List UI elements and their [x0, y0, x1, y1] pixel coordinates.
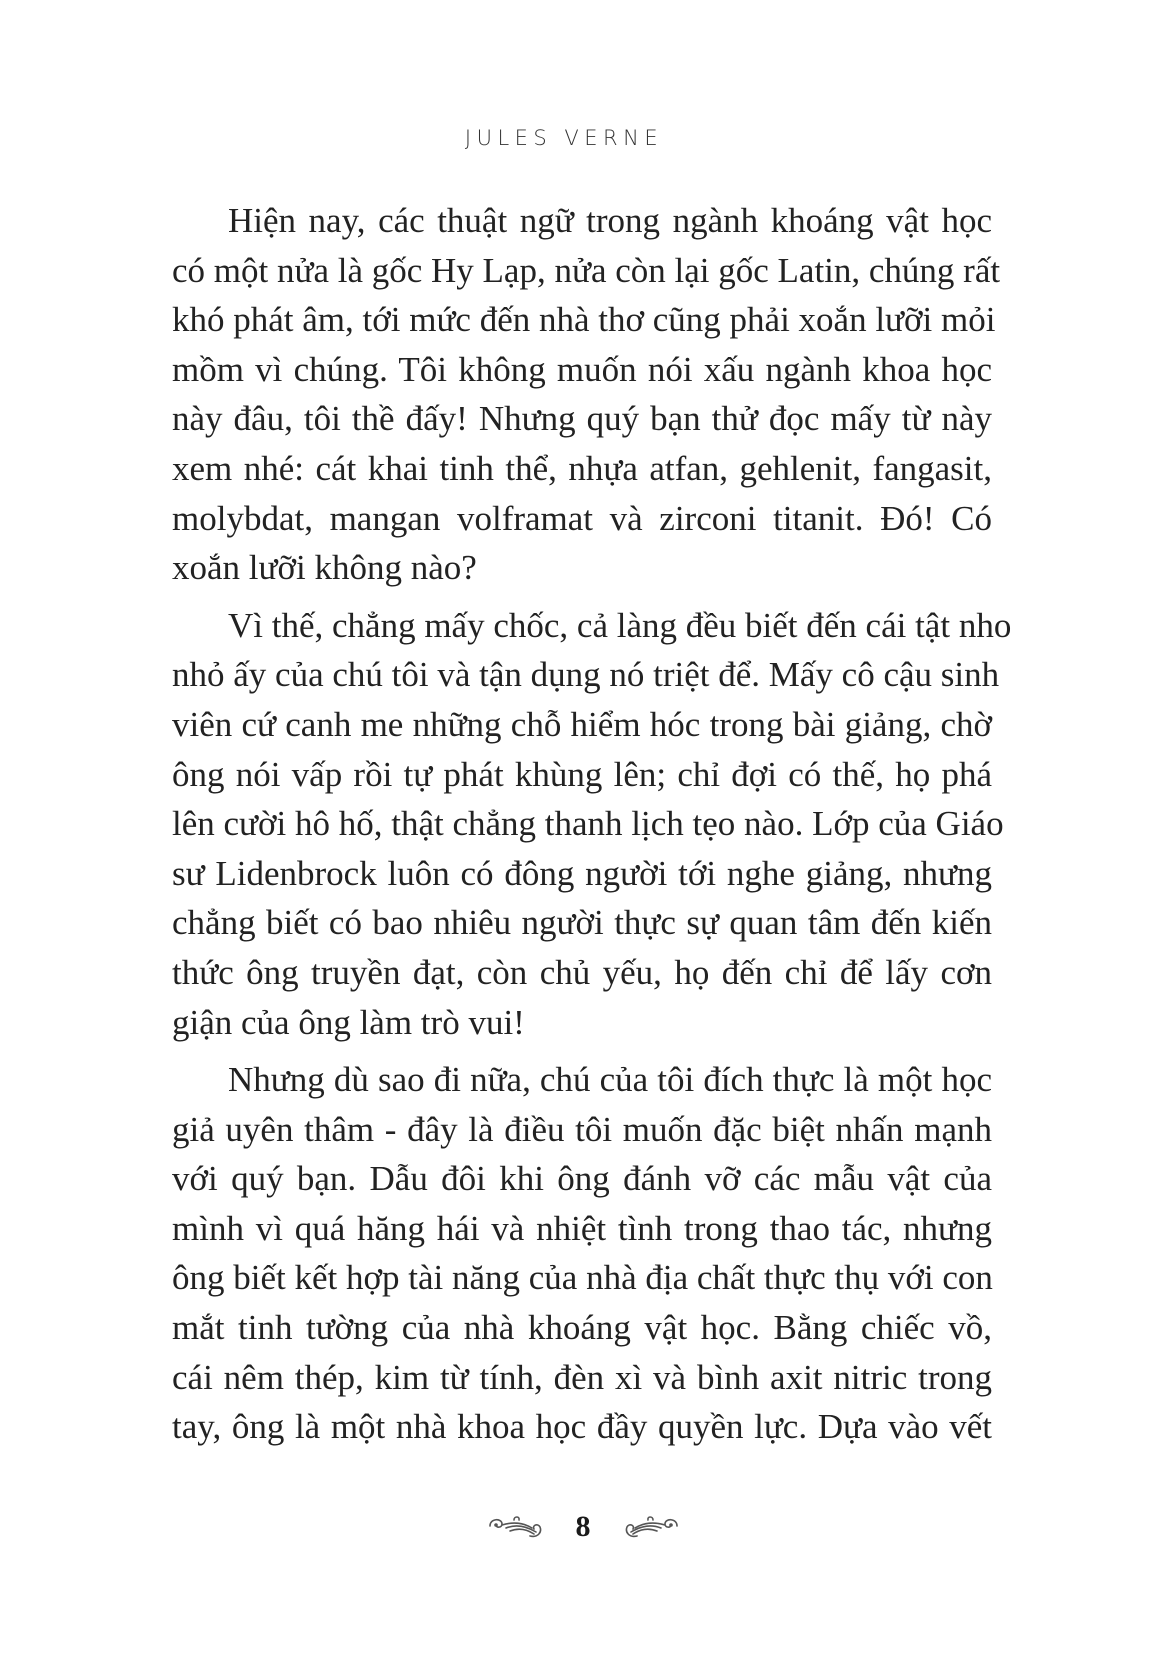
text-line: giả uyên thâm - đây là điều tôi muốn đặc biệt nhấn mạnh [172, 1109, 992, 1149]
text-line: Vì thế, chẳng mấy chốc, cả làng đều biết đến cái tật nho [228, 605, 1012, 645]
page-number: 8 [575, 1510, 591, 1543]
text-line: ông biết kết hợp tài năng của nhà địa chất thực thụ với con [172, 1258, 993, 1298]
text-line: xem nhé: cát khai tinh thể, nhựa atfan, gehlenit, fangasit, [172, 448, 992, 488]
text-line: sư Lidenbrock luôn có đông người tới nghe giảng, nhưng [172, 853, 992, 893]
flourish-right-icon [621, 1512, 681, 1542]
text-line: tay, ông là một nhà khoa học đầy quyền lực. Dựa vào vết [172, 1407, 992, 1447]
page-footer [0, 1510, 1166, 1544]
text-line: thức ông truyền đạt, còn chủ yếu, họ đến chỉ để lấy cơn [172, 952, 992, 992]
running-head: JULES VERNE [464, 126, 664, 150]
paragraph-1 [172, 196, 1001, 593]
text-line: xoắn lưỡi không nào? [172, 548, 477, 588]
flourish-left-icon [486, 1512, 546, 1542]
text-line: nhỏ ấy của chú tôi và tận dụng nó triệt để. Mấy cô cậu sinh [172, 655, 1000, 695]
text-line: Hiện nay, các thuật ngữ trong ngành khoáng vật học [228, 201, 992, 240]
text-line: cái nêm thép, kim từ tính, đèn xì và bình axit nitric trong [172, 1357, 992, 1397]
text-line: Nhưng dù sao đi nữa, chú của tôi đích thực là một học [228, 1060, 992, 1100]
text-line: ông nói vấp rồi tự phát khùng lên; chỉ đợi có thế, họ phá [172, 754, 992, 794]
text-line: mình vì quá hăng hái và nhiệt tình trong thao tác, nhưng [172, 1208, 992, 1248]
paragraph-2 [172, 601, 1012, 1047]
text-line: viên cứ canh me những chỗ hiểm hóc trong bài giảng, chờ [172, 704, 992, 744]
text-line: khó phát âm, tới mức đến nhà thơ cũng phải xoắn lưỡi mỏi [172, 300, 996, 340]
text-line: mồm vì chúng. Tôi không muốn nói xấu ngành khoa học [172, 349, 992, 389]
paragraph-3 [172, 1055, 992, 1452]
text-line: lên cười hô hố, thật chẳng thanh lịch tẹo nào. Lớp của Giáo [172, 804, 1004, 844]
text-line: có một nửa là gốc Hy Lạp, nửa còn lại gốc Latin, chúng rất [172, 250, 1001, 290]
text-line: với quý bạn. Dẫu đôi khi ông đánh vỡ các mẫu vật của [172, 1159, 992, 1199]
text-line: mắt tinh tường của nhà khoáng vật học. Bằng chiếc vồ, [172, 1308, 992, 1348]
body-text [172, 196, 1012, 1452]
text-line: này đâu, tôi thề đấy! Nhưng quý bạn thử đọc mấy từ này [172, 399, 992, 439]
text-line: giận của ông làm trò vui! [172, 1002, 525, 1042]
text-line: chẳng biết có bao nhiêu người thực sự quan tâm đến kiến [172, 903, 992, 943]
text-line: molybdat, mangan volframat và zirconi titanit. Đó! Có [172, 498, 992, 538]
